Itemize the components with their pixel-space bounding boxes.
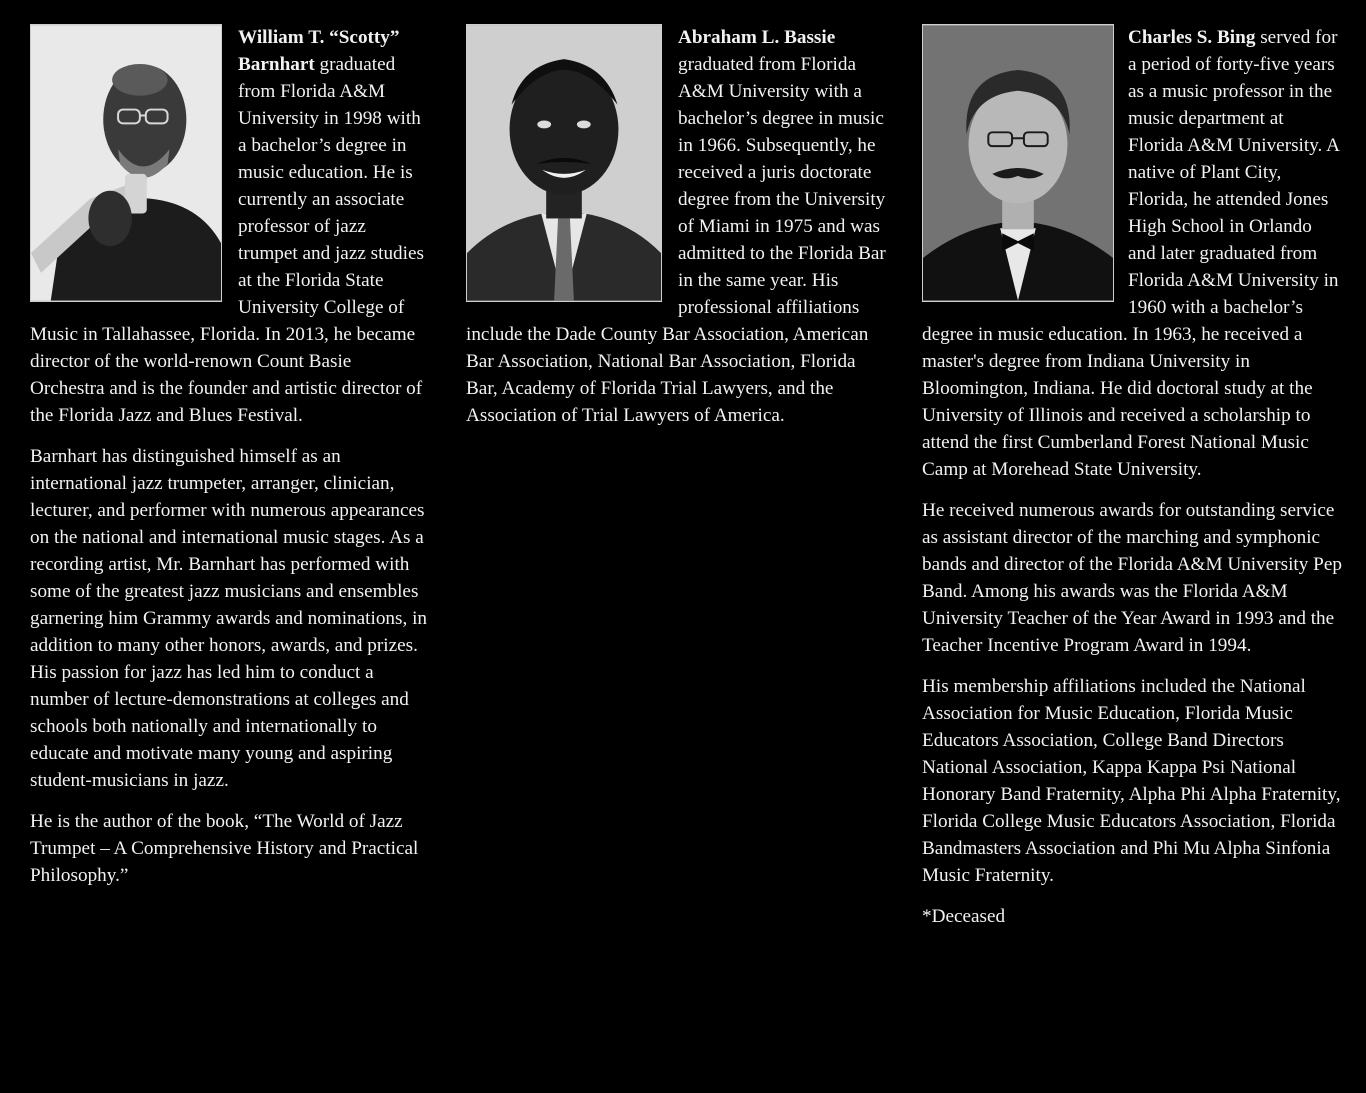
bio-column-bassie bbox=[466, 24, 886, 443]
bio-lead-barnhart: graduated from Florida A&M University in 1998 with a bachelor’s degree in music education. He is currently an associate professor of jazz trumpet and jazz studies at the Florida State University College of Music in Tallahassee, Florida. In 2013, he became director of the world-renown Count Basie Orchestra and is the founder and artistic director of the Florida Jazz and Blues Festival. bbox=[30, 54, 424, 426]
portrait-barnhart bbox=[30, 24, 222, 302]
portrait-bassie bbox=[466, 24, 662, 302]
bio-lead-bassie: graduated from Florida A&M University with a bachelor’s degree in music in 1966. Subsequently, he received a juris doctorate degree from the University of Miami in 1975 and was admitted to the Florida Bar in the same year. His professional affiliations include the Dade County Bar Association, American Bar Association, National Bar Association, Florida Bar, Academy of Florida Trial Lawyers, and the Association of Trial Lawyers of America. bbox=[466, 54, 886, 426]
bio-paragraph-bing-2: His membership affiliations included the National Association for Music Education, Florida Music Educators Association, College Band Directors National Association, Kappa Kappa Psi National Honorary Band Fraternity, Alpha Phi Alpha Fraternity, Florida College Music Educators Association, Florida Bandmasters Association and Phi Mu Alpha Sinfonia Music Fraternity. bbox=[922, 676, 1341, 886]
portrait-barnhart-image bbox=[31, 25, 221, 301]
bio-name-bing: Charles S. Bing bbox=[1128, 27, 1256, 48]
bio-column-bing bbox=[922, 24, 1342, 944]
portrait-bing bbox=[922, 24, 1114, 302]
bio-paragraph-bing-1: He received numerous awards for outstanding service as assistant director of the marching and symphonic bands and director of the Florida A&M University Pep Band. Among his awards was the Florida A&M University Teacher of the Year Award in 1993 and the Teacher Incentive Program Award in 1994. bbox=[922, 500, 1342, 656]
bio-name-bassie: Abraham L. Bassie bbox=[678, 27, 836, 48]
portrait-bing-image bbox=[923, 25, 1113, 301]
bio-deceased-note: *Deceased bbox=[922, 906, 1006, 927]
portrait-bassie-image bbox=[467, 25, 661, 301]
bio-paragraph-barnhart-2: He is the author of the book, “The World of Jazz Trumpet – A Comprehensive History and Practical Philosophy.” bbox=[30, 811, 419, 886]
bio-lead-bing: served for a period of forty-five years as a music professor in the music department at Florida A&M University. A native of Plant City, Florida, he attended Jones High School in Orlando and later graduated from Florida A&M University in 1960 with a bachelor’s degree in music education. In 1963, he received a master's degree from Indiana University in Bloomington, Indiana. He did doctoral study at the University of Illinois and received a scholarship to attend the first Cumberland Forest National Music Camp at Morehead State University. bbox=[922, 27, 1339, 480]
bio-name-barnhart: William T. “Scotty” Barnhart bbox=[238, 27, 400, 75]
bio-column-barnhart bbox=[30, 24, 430, 903]
bio-paragraph-barnhart-1: Barnhart has distinguished himself as an international jazz trumpeter, arranger, clinician, lecturer, and performer with numerous appearances on the national and international music stages. As a recording artist, Mr. Barnhart has performed with some of the greatest jazz musicians and ensembles garnering him Grammy awards and nominations, in addition to many other honors, awards, and prizes. His passion for jazz has led him to conduct a number of lecture-demonstrations at colleges and schools both nationally and internationally to educate and motivate many young and aspiring student-musicians in jazz. bbox=[30, 446, 427, 791]
